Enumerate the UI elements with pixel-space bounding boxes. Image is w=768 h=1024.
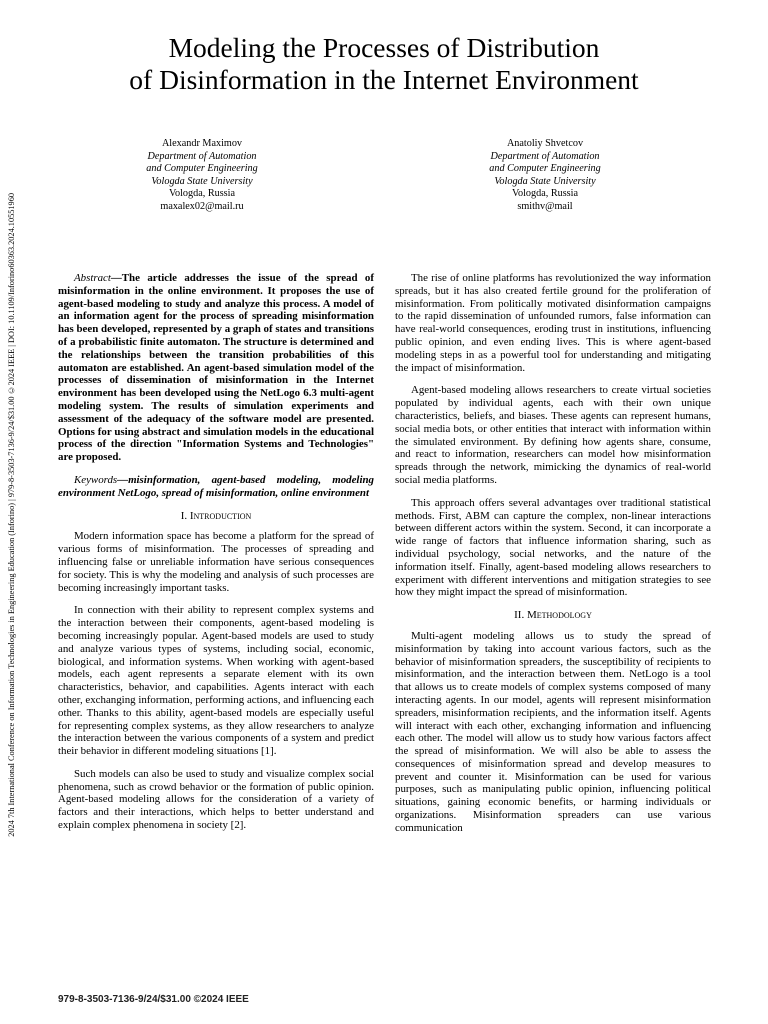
paragraph: In connection with their ability to represent complex systems and the interaction between their components, agent-based modeling is becoming increasingly popular. Agent-based models are used to study and analyze various types of systems, including social, economic, biological, and information systems. When working with agent-based models, each agent represents a separate element with its own characteristics, behavior, and capabilities. Agents interact with each other, exchanging information, performing actions, and influencing each other. Thanks to this ability, agent-based models are especially useful for representing complex systems, as they allow researchers to analyze the interaction between the various components of a system and predict their behavior in different modeling situations [1]. bbox=[58, 604, 374, 758]
paragraph: Modern information space has become a platform for the spread of various forms of misinformation. The processes of spreading and influencing false or unreliable information have serious consequences for society. This is why the modeling and analysis of such processes are becoming increasingly important tasks. bbox=[58, 530, 374, 594]
title-line-1: Modeling the Processes of Distribution bbox=[168, 32, 600, 63]
paragraph: Agent-based modeling allows researchers to create virtual societies populated by individual agents, each with their own unique characteristics, beliefs, and biases. These agents can represent humans, social media bots, or other entities that interact with information within the simulated environment. By defining how agents share, consume, and react to information, researchers can model how misinformation spreads through the network, mimicking the dynamics of real-world social media platforms. bbox=[395, 384, 711, 486]
side-citation bbox=[0, 135, 22, 895]
section-heading-methodology: II. Methodology bbox=[514, 609, 592, 622]
copyright-footer: 979-8-3503-7136-9/24/$31.00 ©2024 IEEE bbox=[58, 994, 249, 1005]
author-email: smithv@mail bbox=[517, 200, 573, 212]
author-dept: Department of Automation bbox=[490, 150, 600, 162]
paper-title bbox=[0, 32, 768, 96]
abstract bbox=[58, 272, 374, 464]
author-block-1 bbox=[82, 138, 322, 214]
author-dept-2: and Computer Engineering bbox=[146, 163, 258, 175]
paragraph: Multi-agent modeling allows us to study the spread of misinformation by taking into account various factors, such as the behavior of misinformation spreaders, the susceptibility of recipients to misinformation, and the interaction between them. NetLogo is a tool that allows us to create models of complex systems composed of many interacting agents. In our model, agents will represent misinformation spreaders, misinformation recipients, and the information itself. Agents will interact with each other, exchanging information and influencing each other. The model will allow us to study how various factors affect the spread of misinformation. We will also be able to assess the consequences of misinformation spread and develop measures to prevent and counter it. Misinformation can be used for various purposes, such as manipulating public opinion, influencing political situations, gaining economic benefits, or harming individuals or organizations. Misinformation spreaders can use various communication bbox=[395, 629, 711, 834]
author-city: Vologda, Russia bbox=[168, 188, 236, 200]
keywords-text: —misinformation, agent-based modeling, modeling environment NetLogo, spread of misinformation, online environment bbox=[58, 473, 374, 499]
right-column bbox=[395, 272, 711, 845]
author-block-2 bbox=[425, 138, 665, 214]
author-name: Anatoliy Shvetcov bbox=[506, 138, 584, 149]
paragraph: Such models can also be used to study and visualize complex social phenomena, such as crowd behavior or the formation of public opinion. Agent-based modeling allows for the consideration of a variety of factors and their interactions, which helps to better understand and explain complex phenomena in society [2]. bbox=[58, 767, 374, 832]
abstract-text: —The article addresses the issue of the spread of misinformation in the online environment. It proposes the use of agent-based modeling to study and analyze this process. A model of an information agent for the process of spreading misinformation has been developed, represented by a graph of states and transitions of a probabilistic finite automaton. The structure is determined and the relationships between the transition probabilities of this automaton are established. An agent-based simulation model of the processes of dissemination of misinformation in the Internet environment has been developed using the NetLogo 6.3 multi-agent modeling system. The results of simulation experiments and assessment of the adequacy of the software model are presented. Options for using abstract and simulation models in the educational process of the direction "Information Systems and Technologies" are proposed. bbox=[58, 272, 374, 464]
paragraph: This approach offers several advantages over traditional statistical methods. First, ABM can capture the complex, non-linear interactions between different actors within the system. Second, it can incorporate a wide range of factors that influence information sharing, such as individual psychology, social networks, and the nature of the information itself. Finally, agent-based modeling allows researchers to experiment with different interventions and mitigation strategies to see how they might impact the spread of misinformation. bbox=[395, 496, 711, 599]
author-dept: Department of Automation bbox=[147, 150, 257, 162]
keywords bbox=[58, 474, 374, 500]
keywords-label: Keywords bbox=[74, 473, 118, 486]
section-heading-introduction: I. Introduction bbox=[180, 509, 252, 522]
author-city: Vologda, Russia bbox=[511, 188, 579, 200]
paragraph: The rise of online platforms has revolutionized the way information spreads, but it has also created fertile ground for the proliferation of misinformation. From politically motivated disinformation campaigns to the rapid dissemination of unfounded rumors, false information can have real-world consequences, eroding trust in institutions, influencing public opinion, and even ending lives. This is where agent-based modeling steps in as a powerful tool for understanding and mitigating the impact of misinformation. bbox=[395, 272, 711, 374]
side-citation-text: 2024 7th International Conference on Information Technologies in Engineering Education (Inforino) | 979-8-3503-7136-9/24/$31.00 ©2024 IEEE | DOI: 10.1109/Inforino60363.2024.10551960 bbox=[6, 193, 16, 837]
author-university: Vologda State University bbox=[494, 175, 596, 187]
abstract-label: Abstract bbox=[74, 272, 111, 284]
author-university: Vologda State University bbox=[151, 175, 253, 187]
author-email: maxalex02@mail.ru bbox=[160, 200, 244, 212]
title-line-2: of Disinformation in the Internet Environment bbox=[129, 64, 639, 95]
author-dept-2: and Computer Engineering bbox=[489, 163, 601, 175]
left-column bbox=[58, 272, 374, 842]
author-name: Alexandr Maximov bbox=[161, 138, 243, 149]
